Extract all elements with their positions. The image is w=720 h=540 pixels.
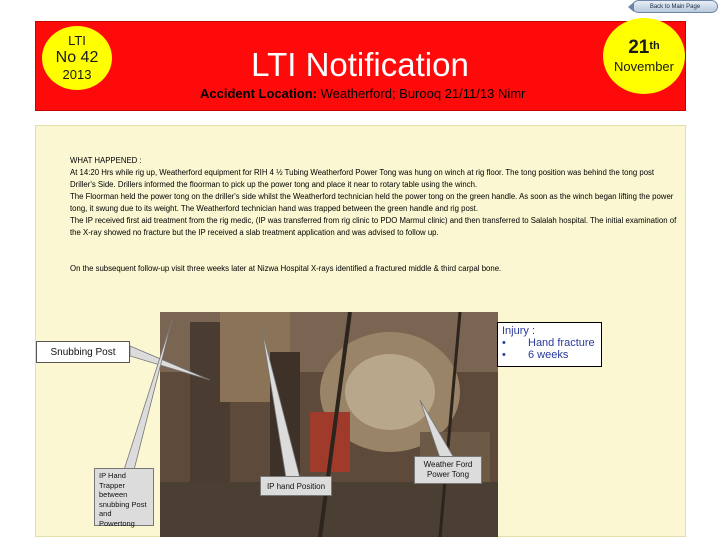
injury-box: [497, 322, 602, 367]
badge-lti-year: 2013: [62, 67, 92, 82]
callout-snubbing-post: Snubbing Post: [36, 341, 130, 363]
story-paragraph: The Floorman held the power tong on the driller's side whilst the Weatherford technician held the power tong on the green handle. As soon as the winch began lifting the power tong, it swung due to its weight. The Weatherford technician hand was trapped between the green handle and rig post.: [70, 192, 674, 213]
date-day: 21th: [628, 37, 660, 58]
date-month: November: [614, 59, 674, 74]
story-paragraph: The IP received first aid treatment from the rig medic, (IP was transferred from rig clinic to PDO Marmul clinic) and then transferred to Salalah hospital. The initial examination of the X-ray showed no fracture but the IP received a slab treatment application and was advised to follow up.: [70, 216, 677, 237]
injury-title: Injury :: [502, 325, 536, 337]
bullet-icon: •: [502, 349, 506, 361]
location-value: Weatherford; Burooq 21/11/13 Nimr: [320, 86, 526, 101]
injury-item-text: Hand fracture: [528, 337, 595, 349]
badge-lti-number: No 42: [55, 49, 99, 66]
page-title: LTI Notification: [251, 46, 469, 83]
callout-ip-hand-trapper: IP Hand Trapper between snubbing Post and Powertong: [94, 468, 154, 526]
followup-text: On the subsequent follow-up visit three weeks later at Nizwa Hospital X-rays identified a fractured middle & third carpal bone.: [70, 264, 502, 273]
location-label: Accident Location:: [200, 86, 318, 101]
back-button-label: Back to Main Page: [649, 3, 701, 10]
injury-item-text: 6 weeks: [528, 349, 569, 361]
callout-ip-hand-position: IP hand Position: [260, 476, 332, 496]
badge-lti-label: LTI: [68, 33, 86, 48]
bullet-icon: •: [502, 337, 506, 349]
callout-power-tong: Weather Ford Power Tong: [414, 456, 482, 484]
injury-item: [502, 349, 597, 361]
story-paragraph: At 14:20 Hrs while rig up, Weatherford equipment for RIH 4 ½ Tubing Weatherford Power Tong was hung on winch at rig floor. The tong position was behind the tong post Driller's Side. Drillers informed the floorman to pick up the power tong and place it near to rotary table using the winch.: [70, 168, 655, 189]
what-happened-title: WHAT HAPPENED :: [70, 156, 142, 165]
injury-item: [502, 337, 597, 349]
